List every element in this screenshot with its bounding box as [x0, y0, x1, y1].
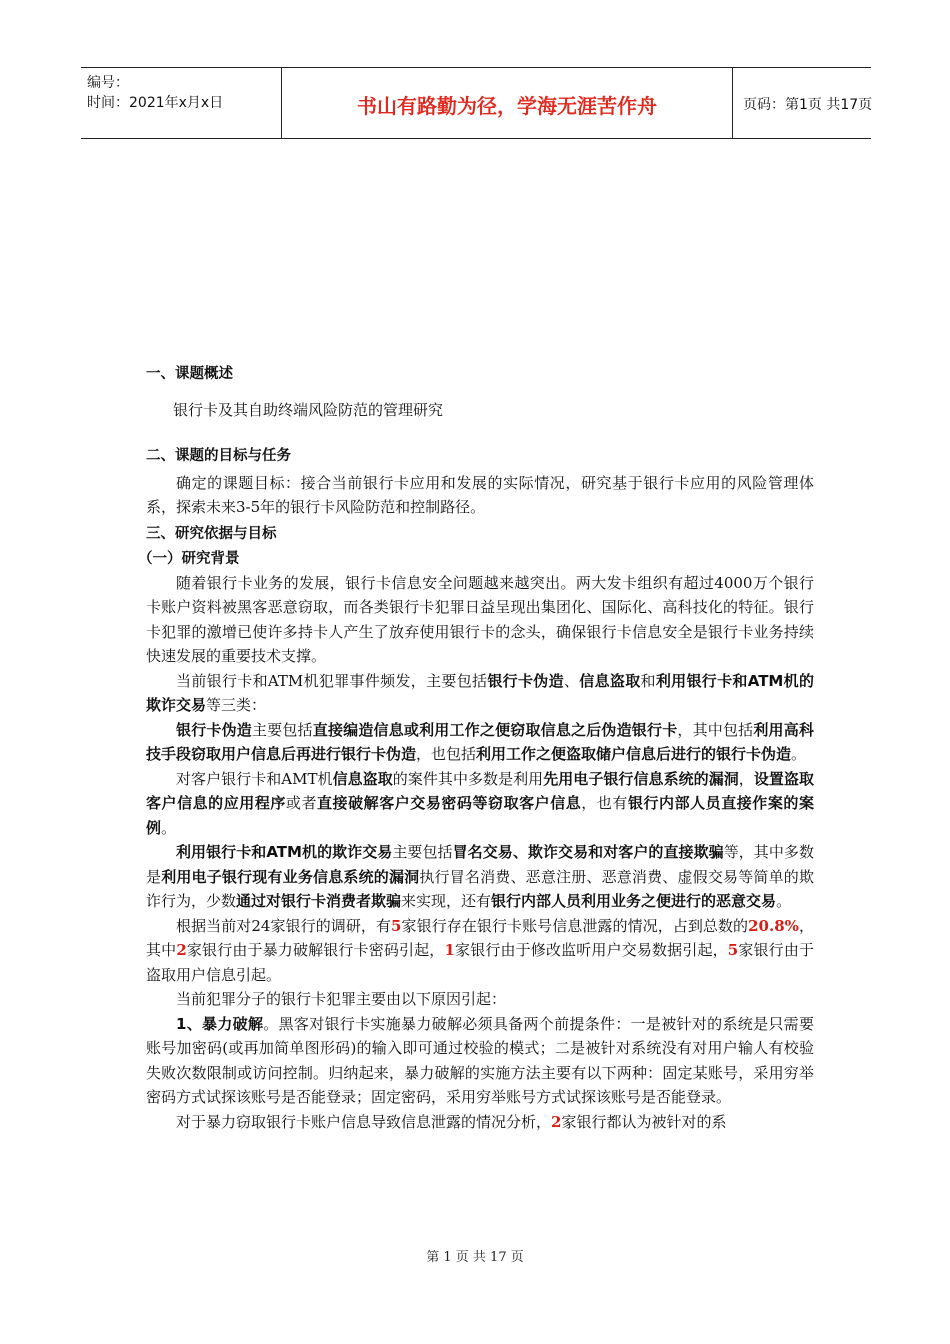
page-header — [81, 67, 871, 139]
header-number: 编号： — [87, 75, 129, 91]
paragraph-crime-types: 当前银行卡和ATM机犯罪事件频发，主要包括银行卡伪造、信息盗取和利用银行卡和ATM机的欺诈交易等三类： — [146, 671, 814, 714]
paragraph-causes-intro: 当前犯罪分子的银行卡犯罪主要由以下原因引起： — [176, 990, 507, 1008]
section-1-title: 一、课题概述 — [146, 366, 233, 382]
header-motto: 书山有路勤为径，学海无涯苦作舟 — [357, 94, 657, 118]
header-date: 时间：2021年x月x日 — [87, 95, 224, 111]
section-1-text: 银行卡及其自助终端风险防范的管理研究 — [173, 401, 444, 419]
paragraph-background: 随着银行卡业务的发展，银行卡信息安全问题越来越突出。两大发卡组织有超过4000万个银行卡账户资料被黑客恶意窃取，而各类银行卡犯罪日益呈现出集团化、国际化、高科技化的特征。银行卡犯罪的激增已使许多持卡人产生了放弃使用银行卡的念头，确保银行卡信息安全是银行卡业务持续快速发展的重要技术支撑。 — [146, 573, 814, 665]
section-3-title: 三、研究依据与目标 — [146, 525, 277, 542]
page-footer: 第 1 页 共 17 页 — [426, 1250, 524, 1265]
paragraph-brute-force-analysis: 对于暴力窃取银行卡账户信息导致信息泄露的情况分析，2家银行都认为被针对的系 — [176, 1112, 727, 1131]
header-left-cell — [81, 68, 281, 138]
section-3-subtitle: （一）研究背景 — [138, 550, 240, 567]
paragraph-info-theft: 对客户银行卡和AMT机信息盗取的案件其中多数是利用先用电子银行信息系统的漏洞，设置盗取客户信息的应用程序或者直接破解客户交易密码等窃取客户信息，也有银行内部人员直接作案的案例。 — [146, 769, 814, 837]
header-right-cell — [733, 68, 871, 138]
document-body — [138, 362, 814, 1134]
section-2-title: 二、课题的目标与任务 — [146, 447, 291, 464]
paragraph-brute-force: 1、暴力破解。黑客对银行卡实施暴力破解必须具备两个前提条件：一是被针对的系统是只需要账号加密码(或再加简单图形码)的输入即可通过校验的模式；二是被针对系统没有对用户输人有校验失败次数限制或访问控制。归纳起来，暴力破解的实施方法主要有以下两种：固定某账号，采用穷举密码方式试探该账号是否能登录；固定密码，采用穷举账号方式试探该账号是否能登录。 — [146, 1014, 814, 1106]
header-middle-cell — [281, 68, 733, 138]
section-2-text: 确定的课题目标：接合当前银行卡应用和发展的实际情况，研究基于银行卡应用的风险管理体系，探索未来3-5年的银行卡风险防范和控制路径。 — [146, 473, 814, 516]
paragraph-fraud: 利用银行卡和ATM机的欺诈交易主要包括冒名交易、欺诈交易和对客户的直接欺骗等，其中多数是利用电子银行现有业务信息系统的漏洞执行冒名消费、恶意注册、恶意消费、虚假交易等简单的欺诈行为，少数通过对银行卡消费者欺骗来实现，还有银行内部人员利用业务之便进行的恶意交易。 — [146, 843, 814, 910]
header-page-info: 页码：第1页 共17页 — [743, 97, 873, 113]
paragraph-card-forgery: 银行卡伪造主要包括直接编造信息或利用工作之便窃取信息之后伪造银行卡，其中包括利用高科技手段窃取用户信息后再进行银行卡伪造，也包括利用工作之便盗取储户信息后进行的银行卡伪造。 — [146, 720, 814, 763]
paragraph-survey: 根据当前对24家银行的调研，有5家银行存在银行卡账号信息泄露的情况，占到总数的20.8%，其中2家银行由于暴力破解银行卡密码引起，1家银行由于修改监听用户交易数据引起，5家银行由于盗取用户信息引起。 — [146, 916, 814, 984]
